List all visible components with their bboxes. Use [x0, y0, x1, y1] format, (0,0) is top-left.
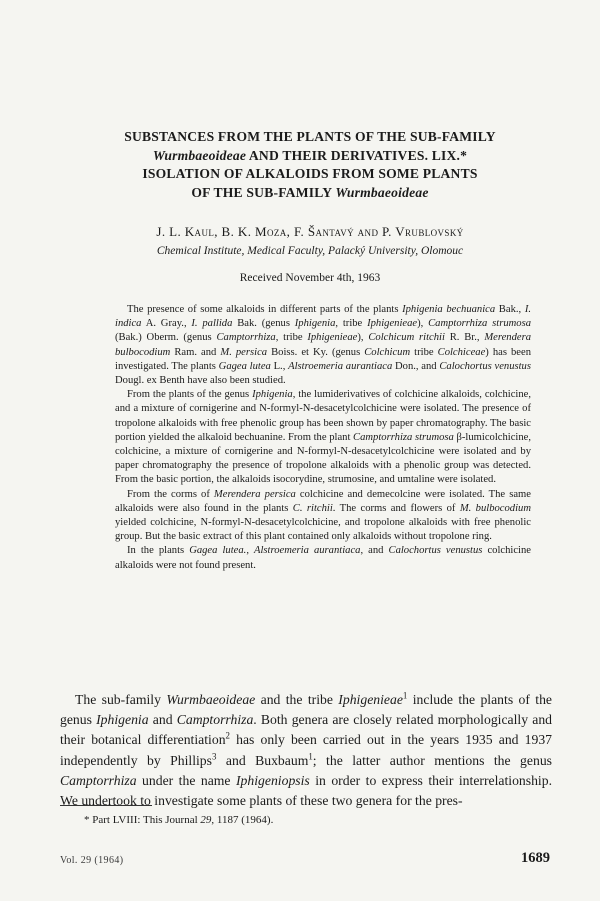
italic-term: I. pallida	[191, 318, 233, 330]
italic-term: Alstroemeria aurantiaca	[254, 545, 361, 557]
italic-term: M. persica	[220, 346, 268, 358]
italic-term: Iphigenia bechuanica	[402, 304, 496, 315]
text-run: Bak. (genus	[232, 318, 295, 330]
text-run: , tribe	[275, 332, 308, 344]
page-number: 1689	[521, 850, 550, 866]
italic-term: Colchicum	[364, 346, 411, 358]
italic-term: Camptorrhiza strumosa	[428, 318, 532, 330]
text-run: Boiss. et Ky. (genus	[267, 346, 365, 358]
italic-term: Iphigenieae	[307, 332, 358, 344]
footnote-rule	[60, 805, 152, 806]
text-run: and Buxbaum	[216, 752, 309, 768]
text-run: ) has been investigated. The plants	[115, 346, 531, 372]
reference-number: 1	[402, 690, 408, 701]
text-run: , tribe	[335, 318, 368, 330]
text-run: . The corms and flowers of	[332, 502, 460, 514]
text-run: colchicine and demecolcine were isolated. The same alkaloids were also found in the plants	[115, 488, 531, 514]
text-run: colchicine alkaloids were not found present.	[115, 545, 531, 571]
received-date: Received November 4th, 1963	[239, 272, 381, 284]
title-line-3: ISOLATION OF ALKALOIDS FROM SOME PLANTS	[142, 166, 478, 181]
italic-term: Iphigenia	[96, 712, 149, 728]
text-run: , and	[360, 545, 389, 557]
italic-term: C. ritchii	[292, 502, 333, 514]
text-run: ,	[246, 545, 254, 557]
text-run: β-lumicolchicine, colchicine, a mixture of cornigerine and N-formyl-N-desacetylcolchicine were isolated and by paper chromatography the presence of tropolone alkaloids with a phenolic group was detected. From the basic portion, the alkaloids isocorydine, strumosine, and umtaline were isolated.	[115, 431, 531, 486]
italic-term: Iphigeniopsis	[235, 772, 310, 788]
title-line-2: Wurmbaeoideae AND THEIR DERIVATIVES. LIX.*	[152, 147, 468, 163]
title-line-1: SUBSTANCES FROM THE PLANTS OF THE SUB-FAMILY	[124, 129, 496, 144]
italic-term: I. indica	[115, 304, 531, 330]
italic-term: Camptorrhiza strumosa	[353, 431, 454, 443]
italic-term: Camptorrhiza	[60, 772, 137, 788]
text-run: (Bak.) Oberm. (genus	[115, 332, 217, 344]
text-run: The sub-family	[75, 692, 167, 707]
italic-term: Colchicum ritchii	[368, 332, 445, 344]
reference-number: 1	[308, 751, 313, 762]
text-run: tribe	[410, 346, 438, 358]
italic-term: Merendera bulbocodium	[115, 332, 532, 358]
text-run: in order to express their interrelationship. We undertook to investigate some plants of these two genera for the pres-	[60, 772, 552, 809]
body-paragraph	[60, 690, 552, 811]
italic-term: Iphigenieae	[338, 692, 403, 707]
abstract-paragraph	[115, 388, 531, 487]
text-run: ),	[357, 332, 369, 344]
body-text	[60, 690, 552, 811]
text-run: has only been carried out in the years 1935 and 1937 independently by Phillips	[60, 732, 553, 768]
text-run: The presence of some alkaloids in different parts of the plants	[127, 304, 403, 315]
authors: J. L. Kaul, B. K. Moza, F. Šantavý and P. Vrublovský	[156, 224, 464, 239]
italic-term: Alstroemeria aurantiaca	[288, 360, 393, 372]
text-run: . Both genera are closely related morphologically and their botanical differentiation	[60, 712, 553, 748]
text-run: From the corms of	[127, 488, 214, 500]
footnote: * Part LVIII: This Journal 29, 1187 (1964).	[84, 814, 274, 826]
text-run: ; the latter author mentions the genus	[312, 752, 552, 768]
italic-term: Gagea lutea	[218, 360, 271, 372]
italic-term: Wurmbaeoideae	[166, 692, 256, 707]
italic-term: Iphigenia	[252, 389, 293, 401]
italic-term: Calochortus venustus	[388, 545, 483, 557]
italic-term: M. bulbocodium	[459, 502, 531, 514]
title-taxon: Wurmbaeoideae	[152, 147, 247, 163]
text-run: Don., and	[392, 360, 440, 372]
italic-term: Calochortus venustus	[439, 360, 531, 372]
text-run: and the tribe	[255, 692, 339, 707]
abstract-paragraph	[115, 544, 531, 572]
text-run: ),	[417, 318, 429, 330]
affiliation: Chemical Institute, Medical Faculty, Palacký University, Olomouc	[156, 245, 464, 257]
text-run: From the plants of the genus	[127, 389, 253, 401]
journal-volume: Vol. 29 (1964)	[60, 855, 124, 866]
italic-term: Colchiceae	[437, 346, 486, 358]
text-run: yielded colchicine, N-formyl-N-desacetylcolchicine, and tropolone alkaloids with free phenolic group. But the basic extract of this plant contained only alkaloids without tropolone ring.	[115, 517, 531, 543]
abstract	[115, 303, 531, 573]
italic-term: Camptorrhiza	[176, 712, 254, 728]
title-line-4: OF THE SUB-FAMILY Wurmbaeoideae	[191, 184, 429, 200]
italic-term: Merendera persica	[213, 488, 296, 500]
text-run: Bak.,	[495, 304, 525, 315]
text-run: R. Br.,	[444, 332, 485, 344]
text-run: L.,	[270, 360, 289, 372]
text-run: A. Gray.,	[141, 318, 192, 330]
text-run: include the plants of the genus	[60, 692, 552, 728]
italic-term: Camptorrhiza	[216, 332, 276, 344]
text-run: , the lumiderivatives of colchicine alkaloids, colchicine, and a mixture of cornigerine and N-formyl-N-desacetylcolchicine were isolated. The presence of tropolone alkaloids with free phenolic group has been shown by paper chromatography. The basic portion yielded the alkaloid bechuanine. From the plant	[115, 389, 531, 443]
article-title	[60, 128, 560, 202]
text-run: under the name	[136, 772, 236, 788]
abstract-paragraph	[115, 303, 531, 388]
text-run: In the plants	[127, 545, 190, 557]
abstract-paragraph	[115, 488, 531, 545]
italic-term: Iphigenieae	[367, 318, 418, 330]
reference-number: 3	[211, 751, 217, 762]
italic-term: Iphigenia	[294, 318, 336, 330]
reference-number: 2	[225, 730, 230, 741]
text-run: Ram. and	[170, 346, 221, 358]
italic-term: Gagea lutea.	[189, 545, 247, 557]
text-run: Dougl. ex Benth have also been studied.	[115, 375, 286, 387]
title-taxon-2: Wurmbaeoideae	[335, 184, 429, 200]
text-run: and	[148, 712, 177, 728]
